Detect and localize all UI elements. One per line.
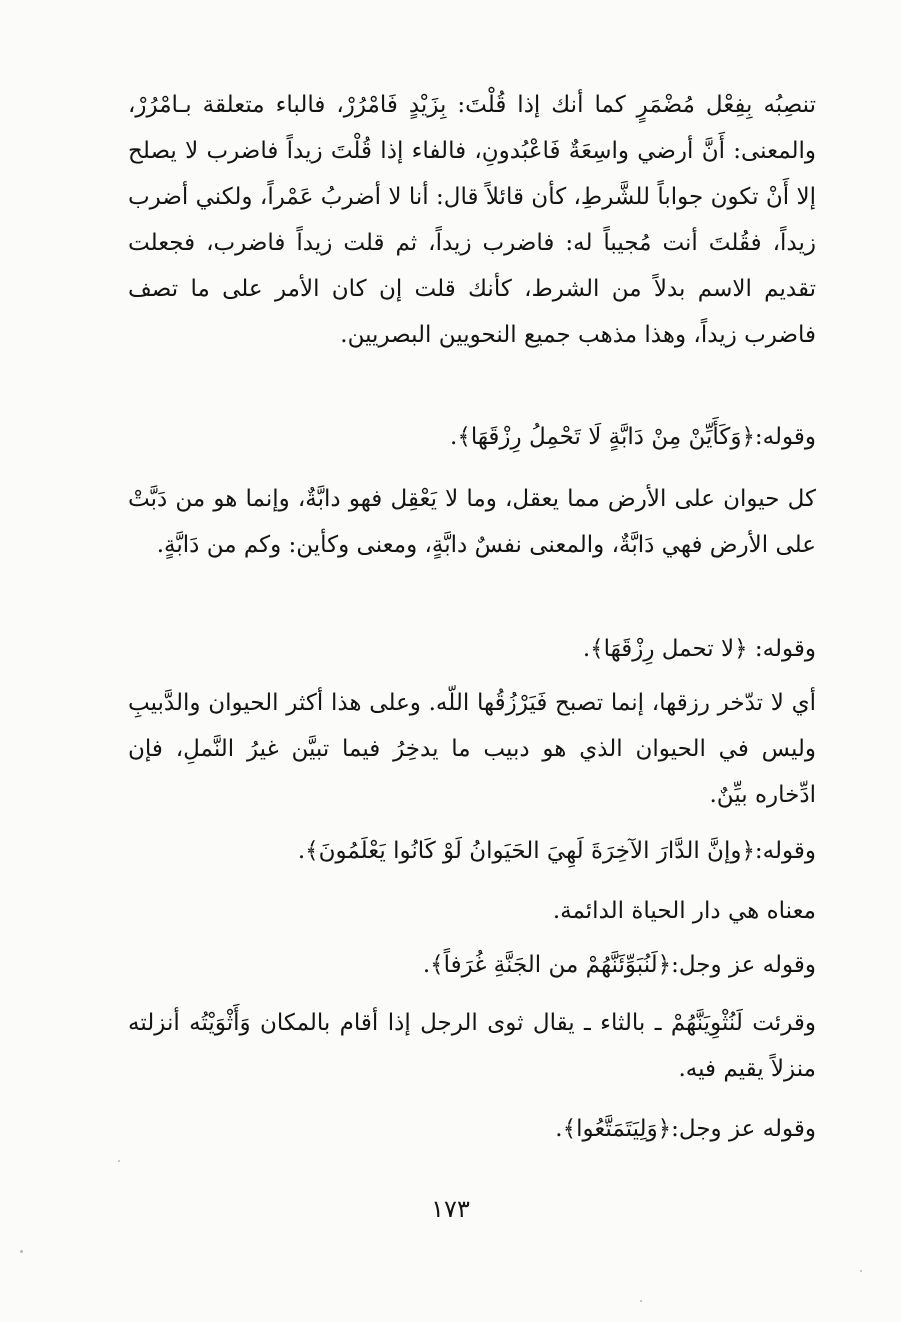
paper-speck bbox=[118, 1160, 120, 1162]
paragraph-eternal-life: معناه هي دار الحياة الدائمة. bbox=[552, 898, 816, 924]
paper-speck bbox=[20, 1250, 23, 1253]
paragraph-verse-kaayyin: وقوله:﴿وَكَأَيِّنْ مِنْ دَابَّةٍ لَا تَحْمِلُ رِزْقَهَا﴾. bbox=[450, 424, 816, 450]
paragraph-reading-nuthwiyannahum: وقرئت لَنُثْوِيَنَّهُمْ ـ بالثاء ـ يقال ثوى الرجل إذا أقام بالمكان وَأَثْوَيْتُه أنزلته منزلاً يقيم فيه. bbox=[128, 1010, 816, 1082]
paper-speck bbox=[640, 1300, 642, 1302]
paragraph-verse-hayawan: وقوله:﴿وإنَّ الدَّارَ الآخِرَةَ لَهِيَ الحَيَوانُ لَوْ كَانُوا يَعْلَمُونَ﴾. bbox=[297, 838, 816, 864]
paper-speck bbox=[860, 1270, 862, 1272]
page-number: ١٧٣ bbox=[431, 1195, 470, 1223]
paragraph-verse-ghuraf: وقوله عز وجل:﴿لَنُبَوِّئَنَّهُمْ من الجَنَّةِ غُرَفاً﴾. bbox=[422, 952, 816, 978]
paragraph-dabba-meaning: كل حيوان على الأرض مما يعقل، وما لا يَعْقِل فهو دابَّةٌ، وإنما هو من دَبَّتْ على الأرض فهي دَابَّةٌ، والمعنى نفسٌ دابَّةٍ، ومعنى وكأين: وكم من دَابَّةٍ. bbox=[128, 486, 816, 558]
paragraph-basrian-grammar: تنصِبُه بِفِعْل مُضْمَرٍ كما أنك إذا قُلْتَ: بِزَيْدٍ فَامْرُرْ، فالباء متعلقة بـامْرُرْ، والمعنى: أَنَّ أرضي واسِعَةٌ فَاعْبُدونِ، فالفاء إذا قُلْتَ زيداً فاضرب لا يصلح إلا أَنْ تكون جواباً للشَّرطِ، كأن قائلاً قال: أنا لا أضربُ عَمْراً، ولكني أضرب زيداً، فقُلتَ أنت مُجيباً له: فاضرب زيداً، ثم قلت زيداً فاضرب، فجعلت تقديم الاسم بدلاً من الشرط، كأنك قلت إن كان الأمر على ما تصف فاضرب زيداً، وهذا مذهب جميع النحويين البصريين. bbox=[128, 92, 816, 348]
paragraph-storing-food: أي لا تدّخر رزقها، إنما تصبح فَيَرْزُقُها اللّه. وعلى هذا أكثر الحيوان والدَّبيبِ وليس في الحيوان الذي هو دبيب ما يدخِرُ فيما تبيَّن غيرُ النَّملِ، فإن ادِّخاره بيِّنٌ. bbox=[128, 690, 816, 808]
paragraph-verse-rizq: وقوله: ﴿لا تحمل رِزْقَهَا﴾. bbox=[582, 636, 816, 662]
paragraph-verse-yatamattau: وقوله عز وجل:﴿وَلِيَتَمَتَّعُوا﴾. bbox=[555, 1116, 816, 1142]
